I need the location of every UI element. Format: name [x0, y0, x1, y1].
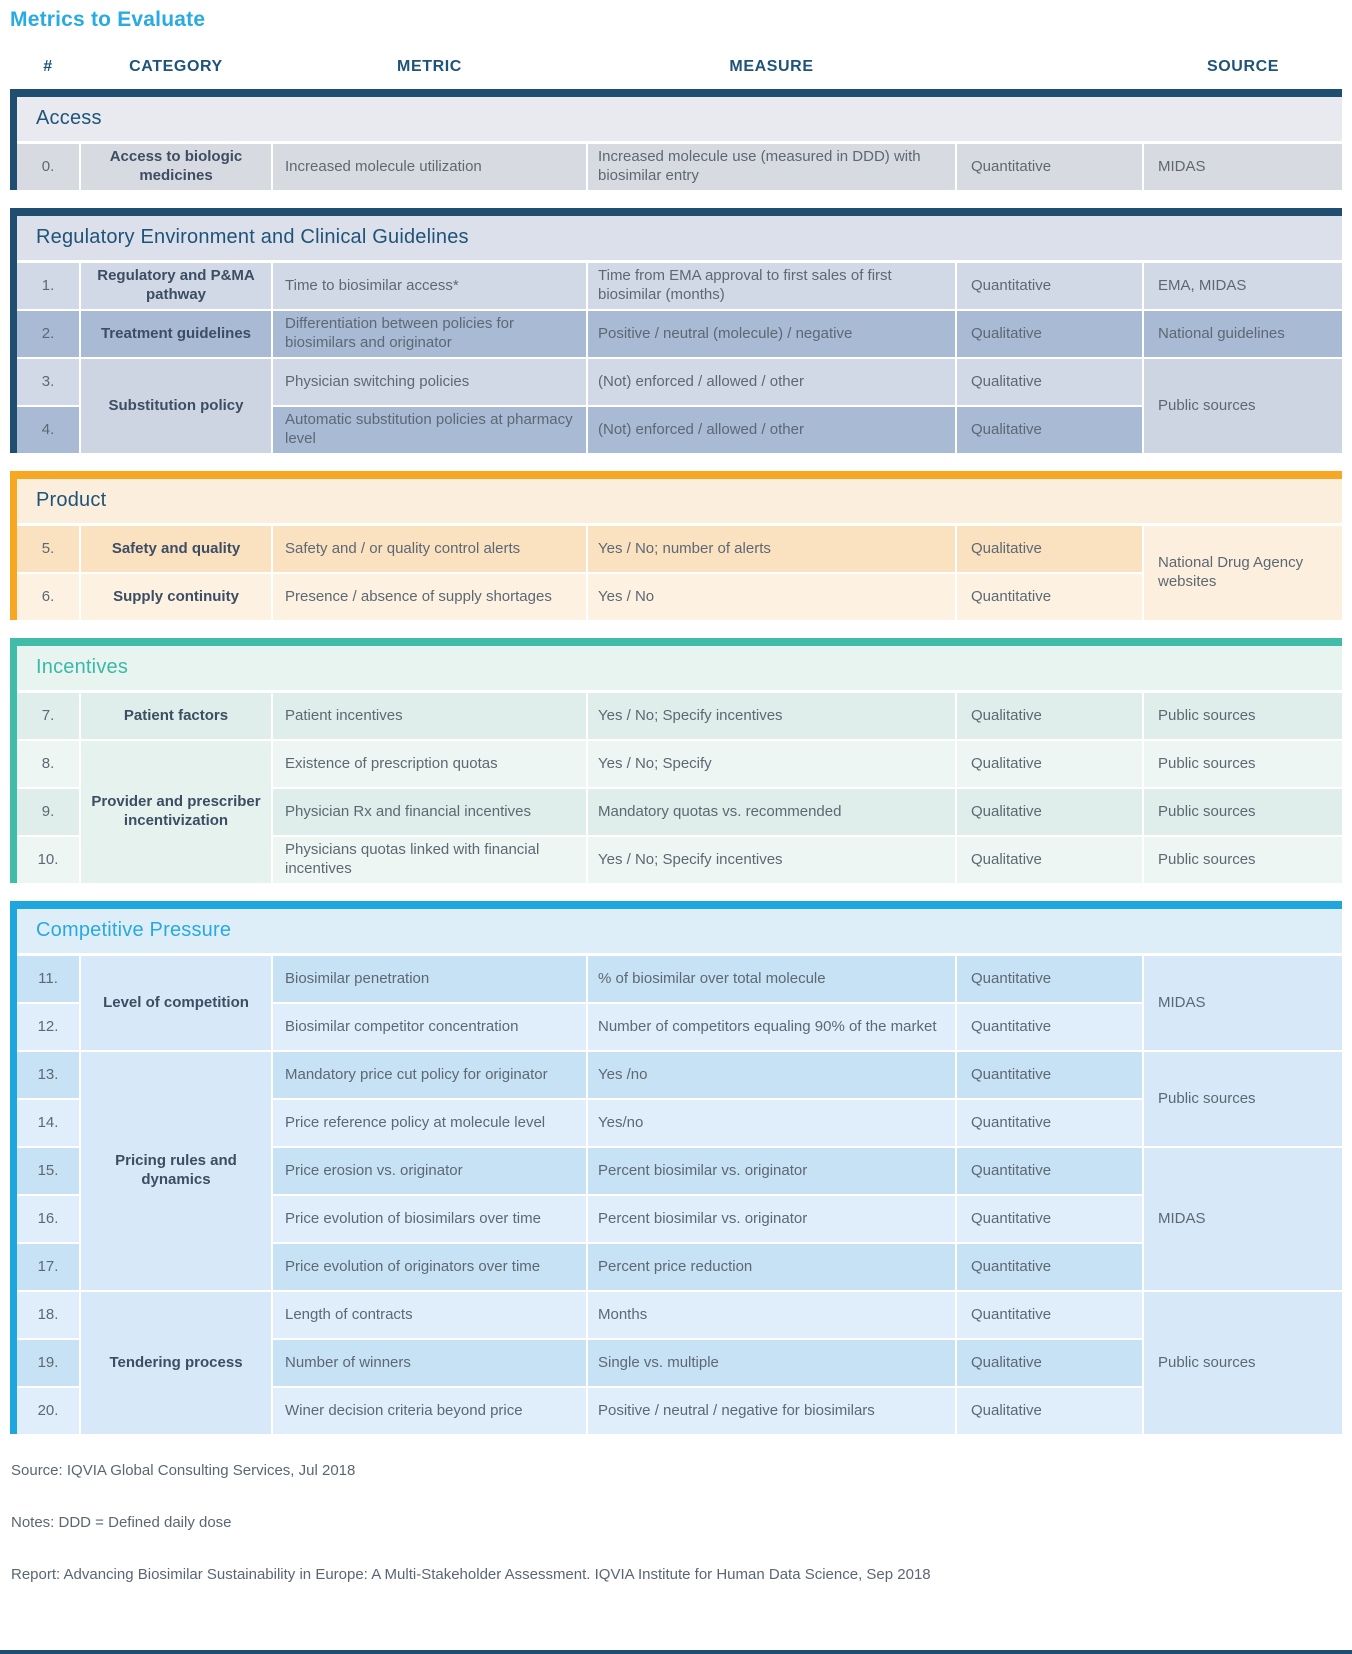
row-number	[17, 741, 79, 787]
metric-cell	[273, 1148, 586, 1194]
category-cell	[81, 574, 271, 620]
metric-cell-text: Mandatory price cut policy for originator	[285, 1065, 548, 1083]
category-cell	[81, 359, 271, 453]
category-cell	[81, 144, 271, 190]
category-cell-text: Patient factors	[123, 706, 229, 724]
measure-cell-text: Increased molecule use (measured in DDD) with biosimilar entry	[598, 148, 921, 184]
measure-cell-text: Time from EMA approval to first sales of first biosimilar (months)	[598, 267, 892, 303]
type-cell	[957, 789, 1142, 835]
measure-cell-text: Months	[598, 1305, 648, 1323]
measure-cell-text: Yes / No; Specify	[598, 754, 712, 772]
row-number-text: 4.	[41, 420, 55, 438]
column-header-num: #	[43, 58, 53, 75]
type-cell-text: Qualitative	[971, 1353, 1042, 1371]
row-number-text: 2.	[41, 324, 55, 342]
row-number-text: 0.	[41, 157, 55, 175]
type-cell	[957, 1004, 1142, 1050]
source-cell	[1144, 359, 1342, 453]
row-number	[17, 1100, 79, 1146]
category-cell-text: Provider and prescriber incentivization	[91, 793, 261, 829]
section-title: Competitive Pressure	[17, 909, 1342, 953]
notes-note: Notes: DDD = Defined daily dose	[11, 1514, 232, 1531]
source-cell-text: Public sources	[1158, 396, 1256, 414]
metric-cell-text: Time to biosimilar access*	[285, 276, 459, 294]
measure-cell-text: Yes /no	[598, 1065, 648, 1083]
metric-cell	[273, 1292, 586, 1338]
section-title: Access	[17, 97, 1342, 141]
type-cell	[957, 144, 1142, 190]
metric-cell-text: Existence of prescription quotas	[285, 754, 498, 772]
type-cell-text: Qualitative	[971, 324, 1042, 342]
category-cell	[81, 1052, 271, 1290]
source-cell	[1144, 526, 1342, 620]
row-number	[17, 1004, 79, 1050]
row-number	[17, 1292, 79, 1338]
measure-cell	[588, 789, 955, 835]
footnotes	[11, 1462, 1342, 1583]
measure-cell	[588, 1004, 955, 1050]
row-number	[17, 311, 79, 357]
type-cell	[957, 359, 1142, 405]
metric-cell-text: Increased molecule utilization	[285, 157, 482, 175]
measure-cell	[588, 1148, 955, 1194]
section	[10, 208, 1342, 453]
section-grid	[17, 693, 1342, 883]
metric-cell-text: Safety and / or quality control alerts	[285, 539, 521, 557]
column-header-source: SOURCE	[1206, 58, 1280, 75]
measure-cell-text: Yes / No; Specify incentives	[598, 706, 783, 724]
measure-cell	[588, 1052, 955, 1098]
type-cell	[957, 837, 1142, 883]
metric-cell-text: Length of contracts	[285, 1305, 413, 1323]
metric-cell-text: Physician switching policies	[285, 372, 470, 390]
measure-cell	[588, 574, 955, 620]
type-cell	[957, 1388, 1142, 1434]
source-cell	[1144, 144, 1342, 190]
metric-cell-text: Biosimilar penetration	[285, 969, 430, 987]
row-number-text: 18.	[37, 1305, 59, 1323]
metric-cell	[273, 1100, 586, 1146]
row-number	[17, 956, 79, 1002]
category-cell	[81, 1292, 271, 1434]
page-title: Metrics to Evaluate	[10, 8, 206, 31]
measure-cell-text: Percent biosimilar vs. originator	[598, 1209, 808, 1227]
row-number-text: 8.	[41, 754, 55, 772]
metric-cell	[273, 741, 586, 787]
metric-cell-text: Physicians quotas linked with financial incentives	[285, 841, 540, 877]
category-cell-text: Treatment guidelines	[100, 324, 252, 342]
source-cell	[1144, 956, 1342, 1050]
category-cell-text: Access to biologic medicines	[109, 148, 243, 184]
metric-cell-text: Price evolution of biosimilars over time	[285, 1209, 541, 1227]
metric-cell-text: Biosimilar competitor concentration	[285, 1017, 519, 1035]
type-cell	[957, 263, 1142, 309]
source-cell-text: MIDAS	[1158, 157, 1206, 175]
measure-cell	[588, 837, 955, 883]
measure-cell-text: Percent biosimilar vs. originator	[598, 1161, 808, 1179]
type-cell-text: Qualitative	[971, 850, 1042, 868]
source-cell	[1144, 837, 1342, 883]
source-cell	[1144, 789, 1342, 835]
row-number-text: 9.	[41, 802, 55, 820]
metric-cell	[273, 837, 586, 883]
metric-cell	[273, 1196, 586, 1242]
metric-cell	[273, 144, 586, 190]
type-cell-text: Qualitative	[971, 420, 1042, 438]
measure-cell	[588, 526, 955, 572]
category-cell	[81, 956, 271, 1050]
row-number-text: 12.	[37, 1017, 59, 1035]
measure-cell	[588, 359, 955, 405]
row-number	[17, 1244, 79, 1290]
measure-cell-text: % of biosimilar over total molecule	[598, 969, 826, 987]
type-cell-text: Quantitative	[971, 969, 1052, 987]
category-cell	[81, 693, 271, 739]
type-cell	[957, 1244, 1142, 1290]
section-grid	[17, 956, 1342, 1434]
type-cell	[957, 407, 1142, 453]
row-number	[17, 1148, 79, 1194]
metric-cell	[273, 1004, 586, 1050]
category-cell	[81, 311, 271, 357]
type-cell-text: Quantitative	[971, 1017, 1052, 1035]
measure-cell-text: Yes/no	[598, 1113, 644, 1131]
type-cell	[957, 956, 1142, 1002]
category-cell	[81, 263, 271, 309]
measure-cell	[588, 144, 955, 190]
source-cell-text: EMA, MIDAS	[1158, 276, 1247, 294]
row-number	[17, 1388, 79, 1434]
source-cell-text: Public sources	[1158, 754, 1256, 772]
type-cell-text: Quantitative	[971, 1065, 1052, 1083]
section	[10, 638, 1342, 883]
row-number-text: 11.	[38, 969, 58, 987]
source-cell	[1144, 693, 1342, 739]
metric-cell	[273, 359, 586, 405]
metrics-table	[10, 89, 1342, 1434]
section-title: Regulatory Environment and Clinical Guidelines	[17, 216, 1342, 260]
source-cell-text: Public sources	[1158, 1353, 1256, 1371]
measure-cell-text: Mandatory quotas vs. recommended	[598, 802, 842, 820]
row-number	[17, 263, 79, 309]
source-cell	[1144, 263, 1342, 309]
metric-cell	[273, 1388, 586, 1434]
row-number-text: 10.	[37, 850, 59, 868]
measure-cell	[588, 741, 955, 787]
measure-cell-text: Percent price reduction	[598, 1257, 753, 1275]
type-cell	[957, 574, 1142, 620]
category-cell-text: Regulatory and P&MA pathway	[97, 267, 255, 303]
category-cell-text: Pricing rules and dynamics	[115, 1152, 237, 1188]
category-cell	[81, 526, 271, 572]
row-number-text: 7.	[41, 706, 55, 724]
measure-cell	[588, 263, 955, 309]
source-cell	[1144, 311, 1342, 357]
type-cell	[957, 741, 1142, 787]
type-cell	[957, 1052, 1142, 1098]
column-header-measure: MEASURE	[729, 58, 814, 75]
metric-cell-text: Automatic substitution policies at pharmacy level	[285, 411, 573, 447]
source-cell-text: National guidelines	[1158, 324, 1285, 342]
category-cell-text: Safety and quality	[111, 539, 241, 557]
type-cell	[957, 526, 1142, 572]
category-cell-text: Supply continuity	[113, 587, 239, 605]
row-number-text: 3.	[41, 372, 55, 390]
metric-cell-text: Differentiation between policies for biosimilars and originator	[285, 315, 515, 351]
row-number	[17, 1340, 79, 1386]
type-cell	[957, 1148, 1142, 1194]
metric-cell	[273, 574, 586, 620]
category-cell-text: Level of competition	[103, 993, 249, 1011]
measure-cell	[588, 1100, 955, 1146]
row-number	[17, 359, 79, 405]
type-cell-text: Quantitative	[971, 587, 1052, 605]
type-cell-text: Qualitative	[971, 754, 1042, 772]
metric-cell-text: Number of winners	[285, 1353, 411, 1371]
row-number-text: 1.	[41, 276, 55, 294]
type-cell	[957, 1196, 1142, 1242]
category-cell-text: Tendering process	[109, 1353, 243, 1371]
row-number-text: 14.	[37, 1113, 59, 1131]
metric-cell	[273, 1052, 586, 1098]
section	[10, 89, 1342, 190]
metric-cell	[273, 693, 586, 739]
row-number-text: 13.	[37, 1065, 59, 1083]
measure-cell-text: Positive / neutral (molecule) / negative	[598, 324, 853, 342]
type-cell	[957, 693, 1142, 739]
source-cell	[1144, 1052, 1342, 1146]
measure-cell-text: (Not) enforced / allowed / other	[598, 372, 804, 390]
section-title: Product	[17, 479, 1342, 523]
measure-cell	[588, 693, 955, 739]
row-number	[17, 526, 79, 572]
type-cell-text: Quantitative	[971, 1161, 1052, 1179]
row-number-text: 5.	[41, 539, 55, 557]
metric-cell	[273, 1340, 586, 1386]
measure-cell	[588, 956, 955, 1002]
row-number	[17, 789, 79, 835]
section-grid	[17, 144, 1342, 190]
bottom-accent-bar	[0, 1650, 1352, 1654]
metric-cell	[273, 1244, 586, 1290]
row-number	[17, 1052, 79, 1098]
report-note: Report: Advancing Biosimilar Sustainability in Europe: A Multi-Stakeholder Assessment. IQVIA Institute for Human Data Science, Sep 2018	[11, 1566, 931, 1583]
column-header-category: CATEGORY	[129, 58, 223, 75]
row-number	[17, 1196, 79, 1242]
measure-cell	[588, 1388, 955, 1434]
metric-cell-text: Presence / absence of supply shortages	[285, 587, 552, 605]
type-cell	[957, 1292, 1142, 1338]
type-cell-text: Quantitative	[971, 1305, 1052, 1323]
source-cell-text: Public sources	[1158, 1089, 1256, 1107]
metric-cell-text: Winer decision criteria beyond price	[285, 1401, 523, 1419]
column-header-row	[17, 58, 1342, 76]
section	[10, 471, 1342, 620]
metric-cell	[273, 526, 586, 572]
source-cell-text: Public sources	[1158, 802, 1256, 820]
measure-cell-text: Positive / neutral / negative for biosimilars	[598, 1401, 875, 1419]
metric-cell-text: Price reference policy at molecule level	[285, 1113, 546, 1131]
measure-cell-text: (Not) enforced / allowed / other	[598, 420, 804, 438]
type-cell-text: Qualitative	[971, 706, 1042, 724]
type-cell-text: Qualitative	[971, 802, 1042, 820]
source-note: Source: IQVIA Global Consulting Services, Jul 2018	[11, 1462, 356, 1479]
section-grid	[17, 526, 1342, 620]
section-grid	[17, 263, 1342, 453]
type-cell-text: Qualitative	[971, 372, 1042, 390]
measure-cell	[588, 1244, 955, 1290]
source-cell	[1144, 1148, 1342, 1290]
section-title: Incentives	[17, 646, 1342, 690]
metric-cell	[273, 407, 586, 453]
metric-cell	[273, 956, 586, 1002]
row-number	[17, 407, 79, 453]
measure-cell	[588, 407, 955, 453]
source-cell-text: Public sources	[1158, 850, 1256, 868]
row-number-text: 6.	[41, 587, 55, 605]
type-cell-text: Qualitative	[971, 1401, 1042, 1419]
type-cell-text: Quantitative	[971, 276, 1052, 294]
type-cell	[957, 1100, 1142, 1146]
measure-cell-text: Yes / No	[598, 587, 655, 605]
measure-cell-text: Yes / No; Specify incentives	[598, 850, 783, 868]
source-cell-text: MIDAS	[1158, 993, 1206, 1011]
type-cell-text: Quantitative	[971, 157, 1052, 175]
source-cell	[1144, 1292, 1342, 1434]
row-number	[17, 837, 79, 883]
type-cell	[957, 1340, 1142, 1386]
column-header-metric: METRIC	[397, 58, 462, 75]
type-cell-text: Qualitative	[971, 539, 1042, 557]
type-cell-text: Quantitative	[971, 1113, 1052, 1131]
source-cell-text: MIDAS	[1158, 1209, 1206, 1227]
row-number-text: 17.	[37, 1257, 59, 1275]
row-number	[17, 574, 79, 620]
type-cell-text: Quantitative	[971, 1209, 1052, 1227]
metric-cell	[273, 789, 586, 835]
measure-cell-text: Yes / No; number of alerts	[598, 539, 771, 557]
measure-cell-text: Single vs. multiple	[598, 1353, 719, 1371]
measure-cell	[588, 1196, 955, 1242]
type-cell-text: Quantitative	[971, 1257, 1052, 1275]
category-cell-text: Substitution policy	[108, 396, 244, 414]
metric-cell-text: Price erosion vs. originator	[285, 1161, 463, 1179]
measure-cell	[588, 311, 955, 357]
row-number	[17, 693, 79, 739]
row-number-text: 15.	[37, 1161, 59, 1179]
metric-cell	[273, 263, 586, 309]
section	[10, 901, 1342, 1434]
type-cell	[957, 311, 1142, 357]
metric-cell-text: Patient incentives	[285, 706, 403, 724]
metric-cell-text: Price evolution of originators over time	[285, 1257, 541, 1275]
row-number-text: 19.	[37, 1353, 59, 1371]
measure-cell-text: Number of competitors equaling 90% of the market	[598, 1017, 937, 1035]
row-number	[17, 144, 79, 190]
metric-cell	[273, 311, 586, 357]
row-number-text: 20.	[37, 1401, 59, 1419]
measure-cell	[588, 1340, 955, 1386]
source-cell-text: National Drug Agency websites	[1158, 554, 1304, 590]
source-cell-text: Public sources	[1158, 706, 1256, 724]
source-cell	[1144, 741, 1342, 787]
metric-cell-text: Physician Rx and financial incentives	[285, 802, 531, 820]
row-number-text: 16.	[37, 1209, 59, 1227]
category-cell	[81, 741, 271, 883]
measure-cell	[588, 1292, 955, 1338]
